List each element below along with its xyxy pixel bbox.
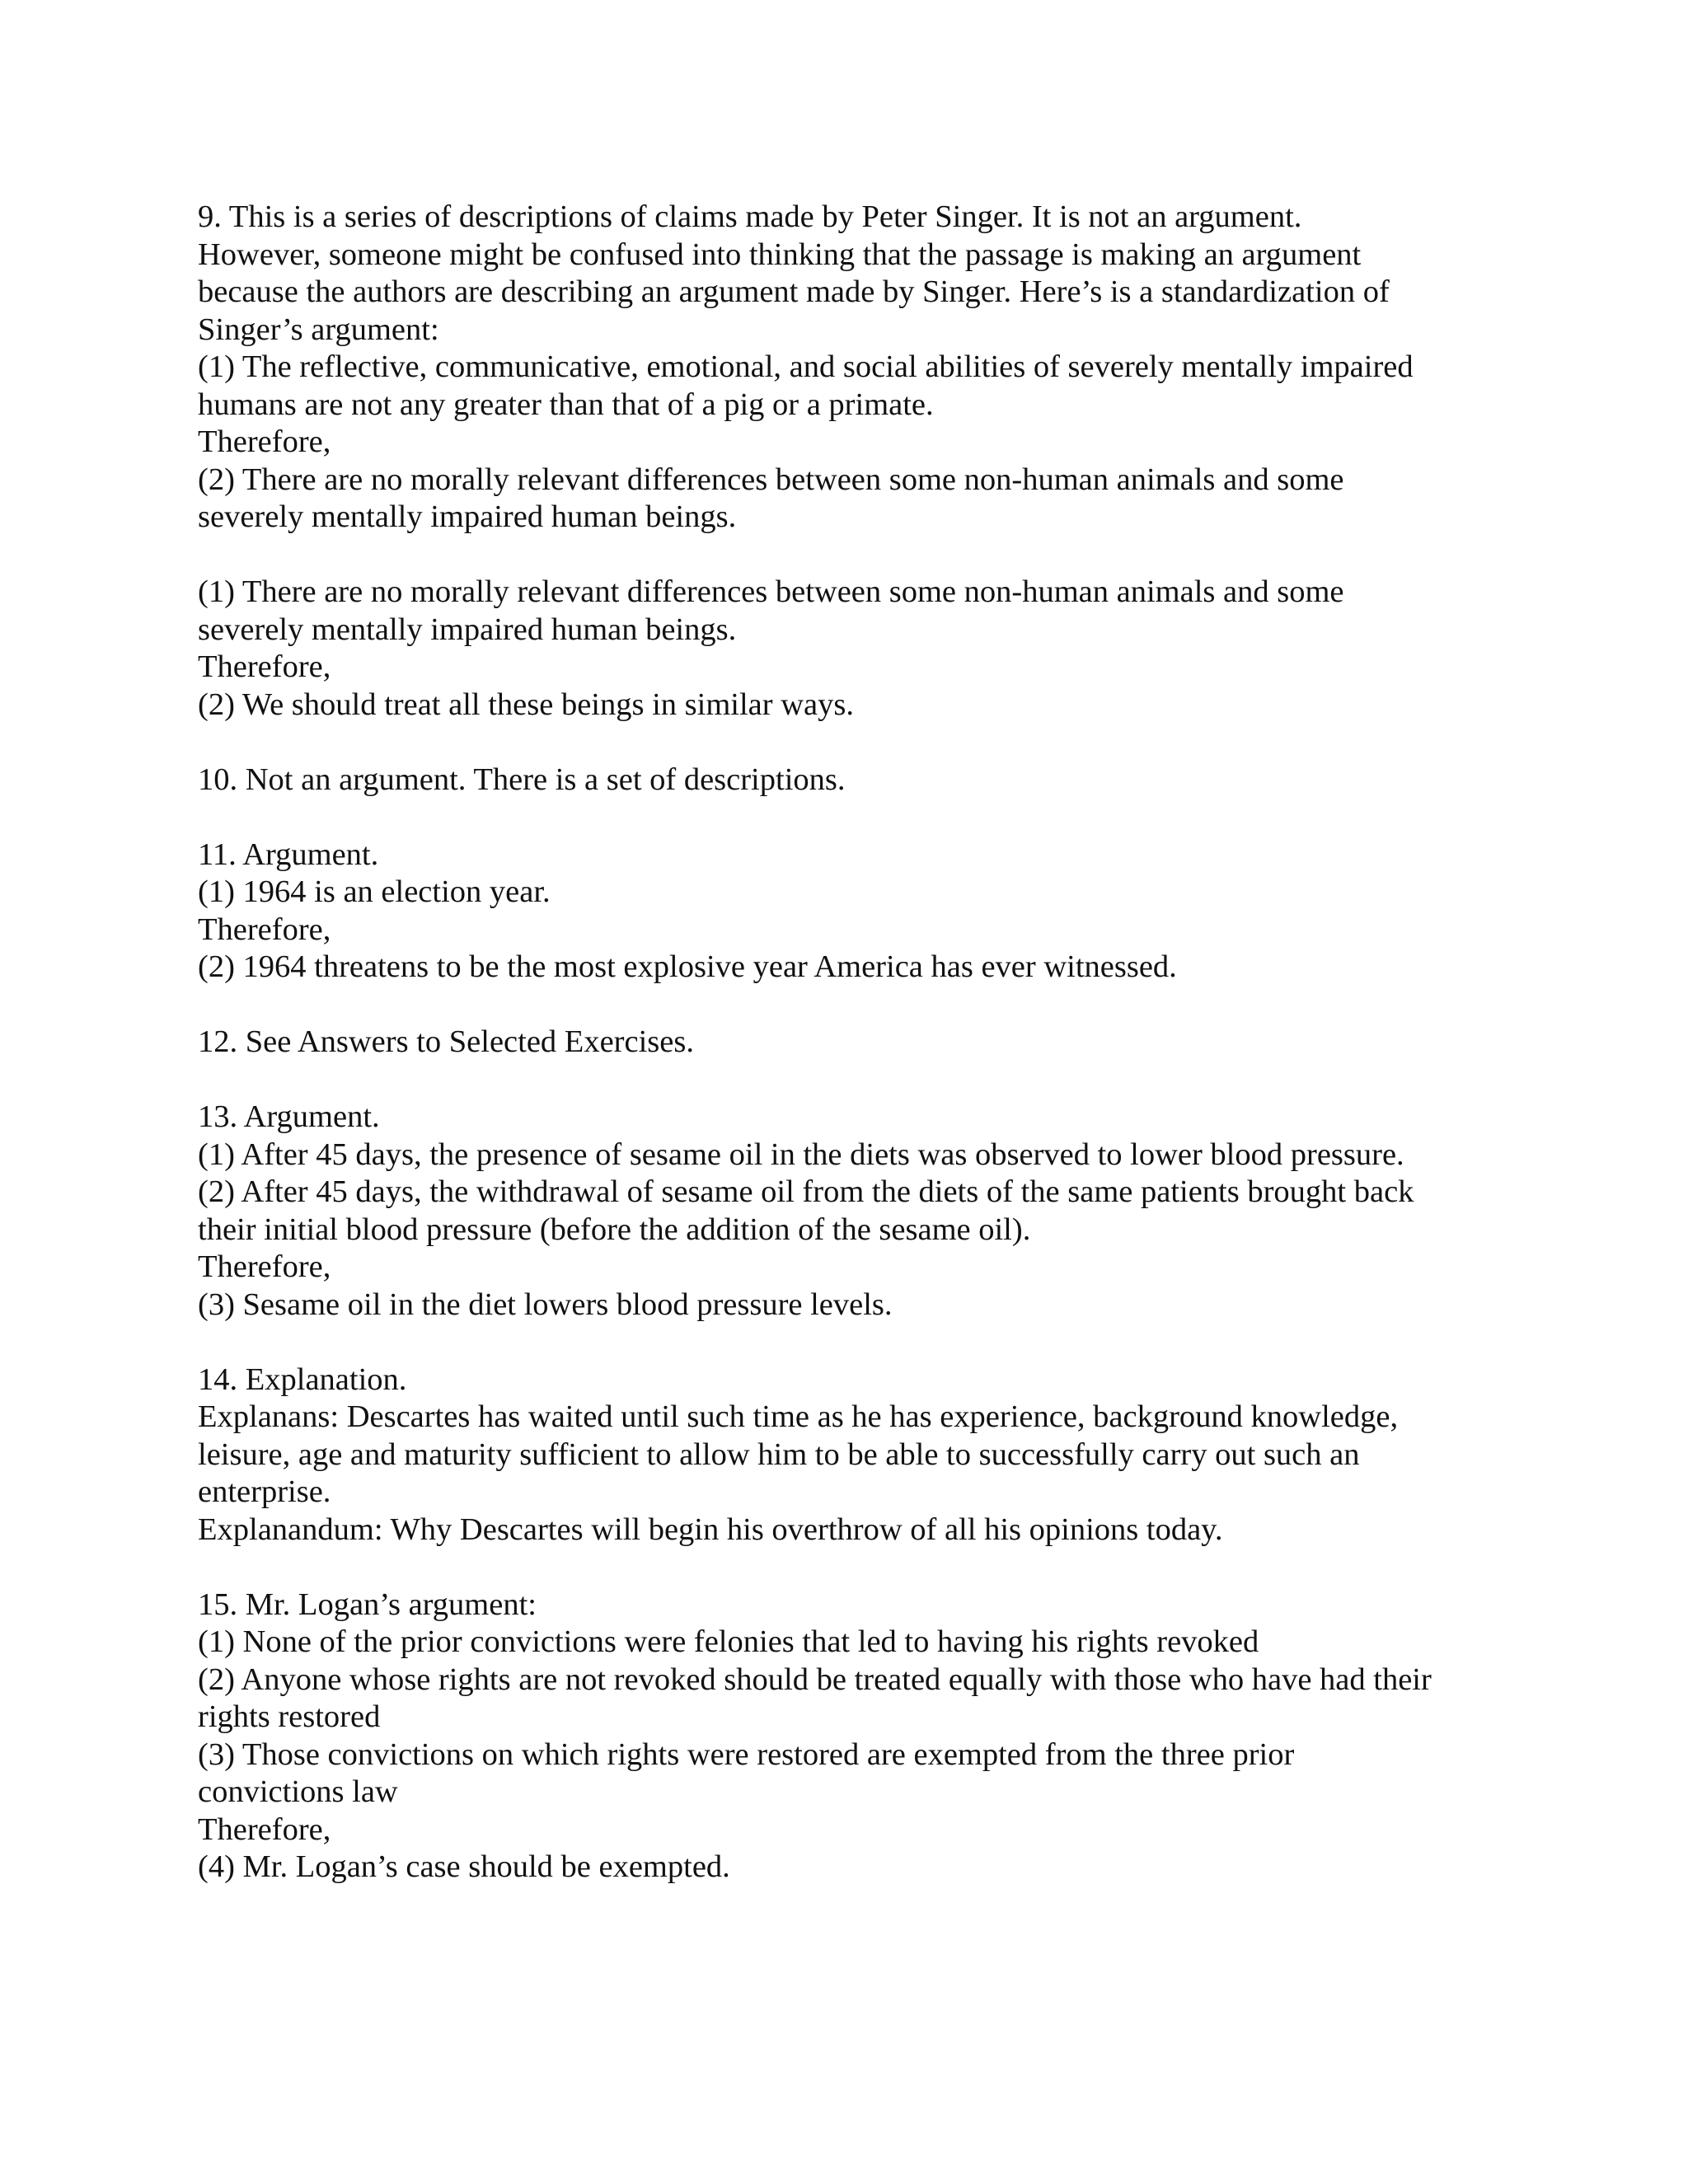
text-line: (1) The reflective, communicative, emotional, and social abilities of severely mentally impaired — [198, 349, 1414, 384]
text-line: (2) Anyone whose rights are not revoked should be treated equally with those who have had their — [198, 1661, 1432, 1697]
text-line: Explanandum: Why Descartes will begin his overthrow of all his opinions today. — [198, 1511, 1223, 1547]
paragraph-answer-13 — [198, 1099, 1508, 1324]
text-line: 10. Not an argument. There is a set of descriptions. — [198, 762, 846, 797]
text-line: enterprise. — [198, 1474, 331, 1509]
paragraph-answer-9-continued — [198, 574, 1508, 724]
text-line: (3) Those convictions on which rights were restored are exempted from the three prior — [198, 1736, 1295, 1772]
paragraph-answer-10 — [198, 762, 1508, 799]
text-line: Therefore, — [198, 424, 331, 459]
text-line: rights restored — [198, 1699, 381, 1734]
text-line: (3) Sesame oil in the diet lowers blood pressure levels. — [198, 1286, 893, 1322]
text-line: (2) After 45 days, the withdrawal of sesame oil from the diets of the same patients brought back — [198, 1174, 1414, 1209]
text-line: 11. Argument. — [198, 837, 379, 872]
text-line: 14. Explanation. — [198, 1361, 407, 1397]
text-line: Singer’s argument: — [198, 312, 439, 347]
text-line: their initial blood pressure (before the addition of the sesame oil). — [198, 1212, 1031, 1247]
paragraph-answer-11 — [198, 837, 1508, 987]
text-line: However, someone might be confused into thinking that the passage is making an argument — [198, 237, 1362, 272]
text-line: convictions law — [198, 1774, 398, 1809]
text-line: (1) None of the prior convictions were felonies that led to having his rights revoked — [198, 1624, 1259, 1659]
text-line: 15. Mr. Logan’s argument: — [198, 1586, 537, 1622]
text-line: humans are not any greater than that of a pig or a primate. — [198, 387, 934, 422]
text-line: Therefore, — [198, 1249, 331, 1284]
text-line: (1) 1964 is an election year. — [198, 874, 551, 909]
text-line: leisure, age and maturity sufficient to allow him to be able to successfully carry out such an — [198, 1436, 1360, 1472]
text-line: (2) We should treat all these beings in similar ways. — [198, 687, 854, 722]
text-line: (4) Mr. Logan’s case should be exempted. — [198, 1849, 730, 1884]
text-line: Explanans: Descartes has waited until such time as he has experience, background knowledge, — [198, 1399, 1399, 1434]
text-line: (1) There are no morally relevant differences between some non-human animals and some — [198, 574, 1344, 609]
text-line: because the authors are describing an argument made by Singer. Here’s is a standardization of — [198, 274, 1390, 309]
text-line: Therefore, — [198, 649, 331, 684]
paragraph-answer-9 — [198, 199, 1508, 537]
text-line: (2) 1964 threatens to be the most explosive year America has ever witnessed. — [198, 949, 1177, 984]
text-line: Therefore, — [198, 912, 331, 947]
text-line: severely mentally impaired human beings. — [198, 612, 737, 647]
text-line: (1) After 45 days, the presence of sesame oil in the diets was observed to lower blood pressure. — [198, 1137, 1404, 1172]
text-line: 9. This is a series of descriptions of claims made by Peter Singer. It is not an argument. — [198, 199, 1302, 234]
text-line: 12. See Answers to Selected Exercises. — [198, 1024, 694, 1059]
paragraph-answer-12 — [198, 1024, 1508, 1062]
text-line: (2) There are no morally relevant differences between some non-human animals and some — [198, 462, 1344, 497]
text-line: severely mentally impaired human beings. — [198, 499, 737, 534]
text-line: 13. Argument. — [198, 1099, 380, 1134]
paragraph-answer-14 — [198, 1361, 1508, 1549]
document-page — [198, 199, 1508, 1924]
paragraph-answer-15 — [198, 1586, 1508, 1886]
text-line: Therefore, — [198, 1811, 331, 1847]
